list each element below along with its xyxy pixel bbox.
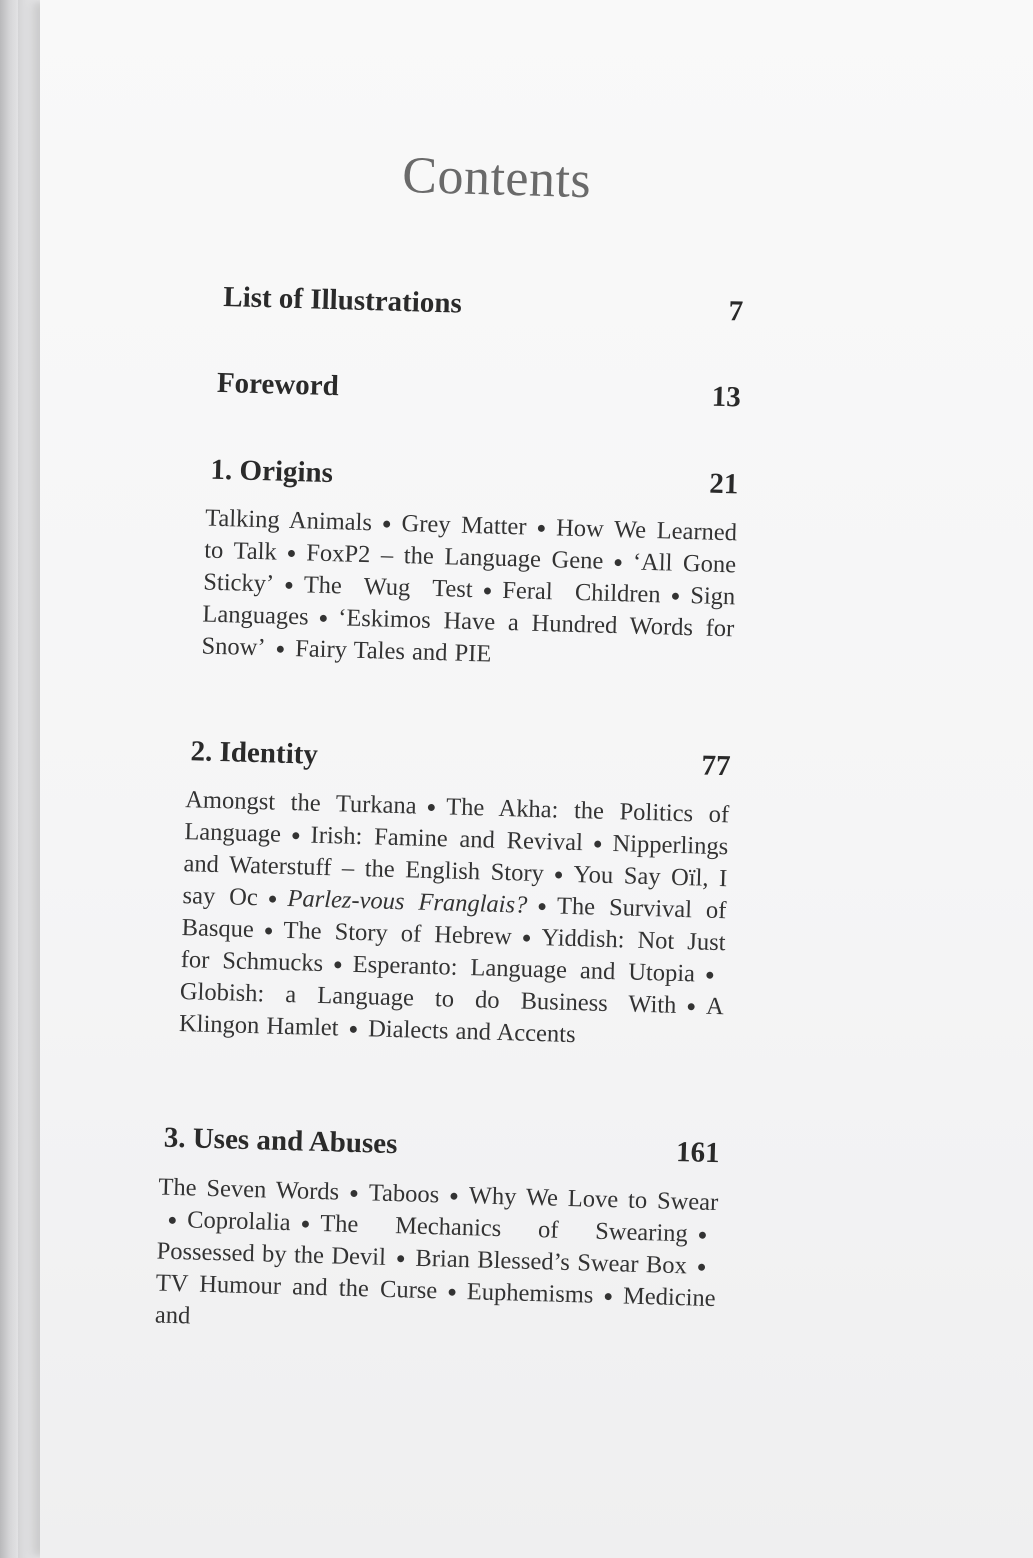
bullet-separator: ● <box>348 1184 360 1203</box>
entry-title: 2. Identity <box>190 735 319 771</box>
entry-title: List of Illustrations <box>222 280 463 320</box>
entry-title: 3. Uses and Abuses <box>163 1121 398 1161</box>
page-edge <box>18 0 40 1558</box>
entry-title: 1. Origins <box>210 453 334 490</box>
entry-page-number: 161 <box>675 1135 721 1170</box>
topic-item: Nipperlings and Waterstuff – the English Story <box>183 830 729 888</box>
bullet-separator: ● <box>697 1226 708 1244</box>
topic-item: Irish: Famine and Revival <box>310 821 584 857</box>
book-page <box>40 0 1033 1558</box>
entry-page-number: 77 <box>701 749 731 783</box>
toc-entry-identity <box>190 735 731 783</box>
topic-item: Yiddish: Not Just for Schmucks <box>180 924 726 978</box>
page-title: Contents <box>401 146 593 210</box>
topic-item: Dialects and Accents <box>367 1015 576 1049</box>
entry-title: Foreword <box>216 366 340 403</box>
topic-item: The Wug Test <box>303 571 474 604</box>
bullet-separator: ● <box>536 519 547 538</box>
bullet-separator: ● <box>603 1287 614 1306</box>
bullet-separator: ● <box>686 998 697 1016</box>
entry-page-number: 7 <box>728 295 744 328</box>
topic-item: The Akha: the Politics of Language <box>184 793 730 848</box>
topic-item: The Seven Words <box>158 1173 340 1206</box>
bullet-separator: ● <box>267 890 278 908</box>
bullet-separator: ● <box>381 515 392 533</box>
topic-item: Amongst the Turkana <box>184 786 417 820</box>
topic-item: Taboos <box>368 1179 440 1209</box>
contents-text-area <box>40 0 1033 1558</box>
bullet-separator: ● <box>290 827 301 845</box>
toc-entry-origins <box>210 454 739 502</box>
bullet-separator: ● <box>448 1187 460 1205</box>
bullet-separator: ● <box>482 582 493 600</box>
topic-item: Possessed by the Devil <box>156 1237 387 1271</box>
topic-item: Globish: a Language to do Business With <box>179 978 677 1019</box>
bullet-separator: ● <box>286 544 297 563</box>
bullet-separator: ● <box>395 1250 406 1268</box>
bullet-separator: ● <box>283 576 295 595</box>
topic-item: The Mechanics of Swearing <box>319 1210 689 1248</box>
topic-item: Brian Blessed’s Swear Box <box>415 1244 688 1280</box>
topic-item: Feral Children <box>501 576 662 609</box>
topic-item: Parlez-vous Franglais? <box>287 885 528 919</box>
toc-entry-foreword <box>216 367 741 415</box>
topic-item: The Story of Hebrew <box>283 916 513 951</box>
topic-item: How We Learned to Talk <box>203 514 738 566</box>
topic-item: Why We Love to Swear <box>468 1182 719 1217</box>
bullet-separator: ● <box>426 798 437 817</box>
bullet-separator: ● <box>704 966 715 984</box>
topic-item: TV Humour and the Curse <box>155 1269 438 1305</box>
bullet-separator: ● <box>537 897 548 916</box>
bullet-separator: ● <box>592 835 603 853</box>
topic-item: Talking Animals <box>204 504 373 537</box>
bullet-separator: ● <box>521 929 532 947</box>
topic-item: You Say Oïl, I say Oc <box>182 860 728 912</box>
topic-item: Fairy Tales and PIE <box>294 635 492 668</box>
topic-item: Grey Matter <box>401 510 527 541</box>
bullet-separator: ● <box>263 922 274 940</box>
topic-list-origins <box>201 503 737 678</box>
entry-page-number: 21 <box>708 467 739 501</box>
topic-item: FoxP2 – the Language Gene <box>305 539 604 575</box>
topic-item: Coprolalia <box>186 1206 292 1237</box>
topic-item: Esperanto: Language and Utopia <box>352 950 696 988</box>
topic-item: Medicine and <box>154 1282 716 1330</box>
topic-item: ‘Eskimos Have a Hundred Words for Snow’ <box>201 604 735 662</box>
bullet-separator: ● <box>696 1258 707 1276</box>
bullet-separator: ● <box>332 956 343 974</box>
bullet-separator: ● <box>553 866 564 884</box>
topic-item: Sign Languages <box>202 582 736 631</box>
topic-item: The Survival of Basque <box>181 892 727 944</box>
topic-list-uses-and-abuses <box>154 1172 718 1347</box>
bullet-separator: ● <box>446 1283 458 1301</box>
bullet-separator: ● <box>275 640 286 658</box>
topic-item: Euphemisms <box>466 1278 594 1309</box>
bullet-separator: ● <box>300 1215 311 1233</box>
toc-entry-list-of-illustrations <box>223 281 744 329</box>
topic-item: A Klingon Hamlet <box>178 992 725 1042</box>
bullet-separator: ● <box>348 1020 359 1039</box>
bullet-separator: ● <box>613 553 624 572</box>
topic-list-identity <box>179 784 730 1055</box>
toc-entry-uses-and-abuses <box>163 1122 720 1171</box>
topic-item: ‘All Gone Sticky’ <box>203 548 737 598</box>
bullet-separator: ● <box>167 1211 178 1230</box>
entry-page-number: 13 <box>711 380 742 414</box>
bullet-separator: ● <box>670 587 681 605</box>
bullet-separator: ● <box>318 609 329 628</box>
